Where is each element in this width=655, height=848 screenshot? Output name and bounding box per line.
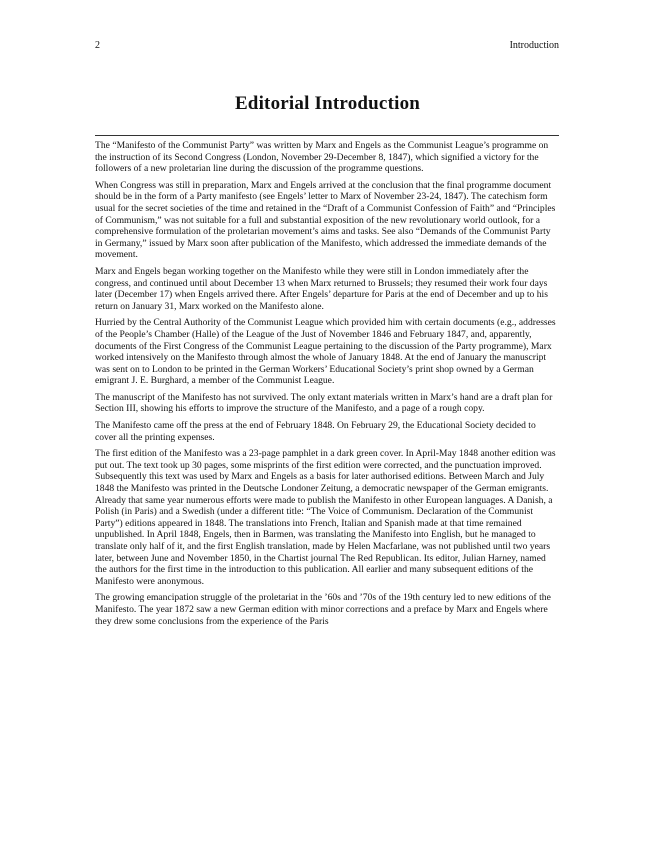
title-rule <box>95 135 559 136</box>
running-header: Introduction <box>509 40 559 51</box>
body-text <box>95 140 559 627</box>
paragraph: The growing emancipation struggle of the proletariat in the ’60s and ’70s of the 19th century led to new editions of the Manifesto. The year 1872 saw a new German edition with minor corrections and a preface by Marx and Engels where they drew some conclusions from the experience of the Paris <box>95 592 551 627</box>
paragraph: The first edition of the Manifesto was a 23-page pamphlet in a dark green cover. In April-May 1848 another edition was put out. The text took up 30 pages, some misprints of the first edition were corrected, and the punctuation improved. Subsequently this text was used by Marx and Engels as a basis for later authorised editions. Between March and July 1848 the Manifesto was printed in the Deutsche Londoner Zeitung, a democratic newspaper of the German emigrants. Already that same year numerous efforts were made to publish the Manifesto in other European languages. A Danish, a Polish (in Paris) and a Swedish (under a different title: “The Voice of Communism. Declaration of the Communist Party”) editions appeared in 1848. The translations into French, Italian and Spanish made at that time remained unpublished. In April 1848, Engels, then in Barmen, was translating the Manifesto into English, but he managed to translate only half of it, and the first English translation, made by Helen Macfarlane, was not published until two years later, between June and November 1850, in the Chartist journal The Red Republican. Its editor, Julian Harney, named the authors for the first time in the introduction to this publication. All earlier and many subsequent editions of the Manifesto were anonymous. <box>95 448 556 587</box>
paragraph: The “Manifesto of the Communist Party” was written by Marx and Engels as the Communist League’s programme on the instruction of its Second Congress (London, November 29-December 8, 1847), which signified a victory for the followers of a new proletarian line during the discussion of the programme questions. <box>95 140 549 175</box>
paragraph: When Congress was still in preparation, Marx and Engels arrived at the conclusion that the final programme document should be in the form of a Party manifesto (see Engels’ letter to Marx of November 23-24, 1847). The catechism form usual for the secret societies of the time and retained in the “Draft of a Communist Confession of Faith” and “Principles of Communism,” was not suitable for a full and substantial exposition of the new revolutionary world outlook, for a comprehensive formulation of the proletarian movement’s aims and tasks. See also “Demands of the Communist Party in Germany,” issued by Marx soon after publication of the Manifesto, which addressed the immediate demands of the movement. <box>95 179 556 261</box>
page-title: Editorial Introduction <box>234 93 421 114</box>
paragraph: The Manifesto came off the press at the end of February 1848. On February 29, the Educational Society decided to cover all the printing expenses. <box>95 420 536 443</box>
page-number: 2 <box>95 40 100 51</box>
paragraph: The manuscript of the Manifesto has not survived. The only extant materials written in Marx’s hand are a draft plan for Section III, showing his efforts to improve the structure of the Manifesto, and a page of a rough copy. <box>95 391 553 415</box>
paragraph: Marx and Engels began working together on the Manifesto while they were still in London immediately after the congress, and continued until about December 13 when Marx returned to Brussels; they resumed their work four days later (December 17) when Engels arrived there. After Engels’ departure for Paris at the end of December and up to his return on January 31, Marx worked on the Manifesto alone. <box>95 265 548 312</box>
paragraph: Hurried by the Central Authority of the Communist League which provided him with certain documents (e.g., addresses of the People’s Chamber (Halle) of the League of the Just of November 1846 and February 1847, and, apparently, documents of the First Congress of the Communist League pertaining to the discussion of the Party programme), Marx worked intensively on the Manifesto through almost the whole of January 1848. At the end of January the manuscript was sent on to London to be printed in the German Workers’ Educational Society’s print shop owned by a German emigrant J. E. Burghard, a member of the Communist League. <box>95 317 556 387</box>
